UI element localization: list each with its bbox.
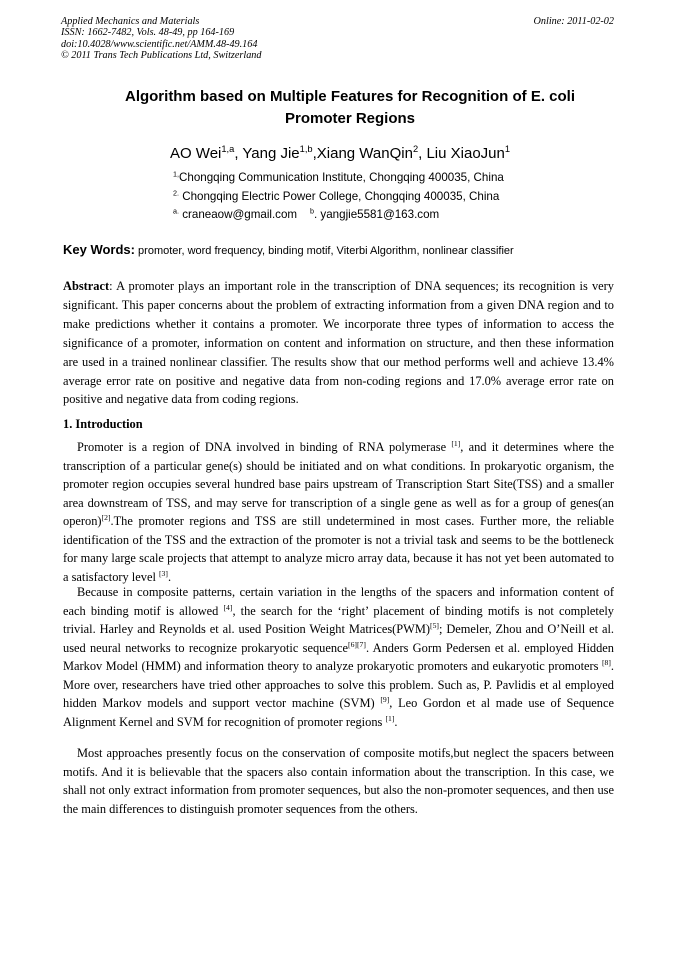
- author-list: [60, 144, 620, 164]
- section-heading: 1. Introduction: [63, 417, 143, 431]
- author-name: Liu XiaoJun: [426, 145, 505, 162]
- author-affiliation-mark: 2: [412, 144, 419, 155]
- email-address: craneaow@gmail.com: [179, 208, 298, 221]
- citation: [3]: [159, 568, 168, 578]
- online-date: Online: 2011-02-02: [533, 16, 614, 27]
- body-text: .The promoter regions and TSS are still undetermined in most cases. Further more, the reliable identification of the TSS and the extraction of the promoter is not a trivial task and seems to be the bottleneck for many large scale projects that attempt to analyze micro array data, because it has not yet been automated to a satisfactory level: [63, 514, 614, 584]
- citation: [2]: [101, 513, 111, 523]
- email-mark: b: [309, 206, 314, 216]
- body-text: , the search for the ‘right’ placement of binding motifs is not completely trivial. Harley and Reynolds et al. used Position Weight Matrices(PWM): [63, 603, 614, 636]
- intro-paragraph-2: [63, 583, 614, 731]
- journal-header: [61, 16, 261, 62]
- body-text: Because in composite patterns, certain variation in the lengths of the spacers and information content of each binding motif is allowed: [63, 585, 614, 618]
- author-separator: ,: [312, 145, 317, 162]
- affiliation-2: [173, 190, 499, 204]
- author-separator: ,: [234, 145, 243, 162]
- body-text: . Anders Gorm Pedersen et al. employed Hidden Markov Model (HMM) and information theory to analyze prokaryotic promoters and eukaryotic promoters: [63, 640, 614, 673]
- citation: [1]: [451, 439, 461, 449]
- author-name: AO Wei: [169, 145, 222, 162]
- body-text: Promoter is a region of DNA involved in binding of RNA polymerase: [77, 440, 452, 454]
- paper-title: Algorithm based on Multiple Features for Recognition of E. coli Promoter Regions: [124, 88, 576, 127]
- abstract-label: Abstract: [63, 279, 110, 293]
- affiliation-mark: 1,: [173, 169, 179, 179]
- email-address: . yangjie5581@163.com: [313, 208, 440, 221]
- intro-paragraph-1: [63, 438, 614, 586]
- author-affiliation-mark: 1,b: [299, 144, 313, 155]
- citation: [5]: [430, 621, 439, 631]
- affiliation-text: Chongqing Communication Institute, Chongqing 400035, China: [179, 171, 504, 184]
- body-text: , and it determines where the transcription of a particular gene(s) should be initiated and on what conditions. In prokaryotic organism, the promoter region occupies several hundred base pairs upstream of Transcription Start Site(TSS) and a smaller area downstream of TSS, and may serve for transcription of a single gene as well as for a group of genes(an operon): [63, 440, 614, 528]
- author-affiliation-mark: 1,a: [221, 144, 235, 155]
- citation: [8]: [601, 658, 611, 668]
- body-text: . More over, researchers have tried other approaches to solve this problem. Such as, P. Pavlidis et al employed hidden Markov models and support vector machine (SVM): [63, 659, 614, 710]
- abstract: [63, 277, 614, 409]
- body-text: , Leo Gordon et al made use of Sequence Alignment Kernel and SVM for recognition of promoter regions: [63, 696, 615, 729]
- journal-name: Applied Mechanics and Materials: [61, 16, 200, 27]
- body-text: .: [167, 569, 172, 584]
- citation: [4]: [223, 602, 233, 612]
- affiliation-1: [173, 171, 504, 185]
- author-name: Xiang WanQin: [316, 145, 413, 162]
- issn-line: ISSN: 1662-7482, Vols. 48-49, pp 164-169: [61, 27, 235, 39]
- keywords-text: promoter, word frequency, binding motif, Viterbi Algorithm, nonlinear classifier: [135, 245, 514, 257]
- affiliation-text: Chongqing Electric Power College, Chongqing 400035, China: [179, 190, 500, 203]
- author-name: Yang Jie: [242, 145, 300, 162]
- keywords-label: Key Words:: [63, 242, 135, 257]
- doi-line: doi:10.4028/www.scientific.net/AMM.48-49.164: [61, 38, 258, 50]
- author-separator: ,: [418, 145, 427, 162]
- body-text: ; Demeler, Zhou and O’Neill et al. used neural networks to recognize prokaryotic sequence: [63, 622, 614, 655]
- keywords: [63, 242, 623, 259]
- intro-paragraph-3: Most approaches presently focus on the conservation of composite motifs,but neglect the spacers between motifs. And it is believable that the spacers also contain information about the transcription. In this case, we shall not only extract information from promoter sequences, but also the non-promoter sequences, and then use the main differences to distinguish promoter sequences from the others.: [63, 746, 614, 816]
- copyright-line: © 2011 Trans Tech Publications Ltd, Switzerland: [61, 50, 262, 62]
- citation: [6][7]: [348, 639, 366, 649]
- author-affiliation-mark: 1: [504, 144, 511, 155]
- email-mark: a.: [173, 206, 179, 216]
- citation: [1]: [385, 713, 395, 723]
- abstract-text: : A promoter plays an important role in the transcription of DNA sequences; its recognition is very significant. This paper concerns about the problem of extracting information from a given DNA region and to make predictions whether it contains a promoter. We incorporate three types of information to access the significance of a promoter, information on content and information on structure, and then these information are used in a trained nonlinear classifier. The results show that our method performs well and achieve 13.4% average error rate on positive and negative data from non-coding regions and 17.0% average error rate on positive and negative data from coding regions.: [63, 279, 614, 407]
- citation: [9]: [380, 695, 390, 705]
- affiliation-mark: 2.: [173, 188, 179, 198]
- email-line: [173, 208, 439, 222]
- body-text: .: [394, 714, 398, 729]
